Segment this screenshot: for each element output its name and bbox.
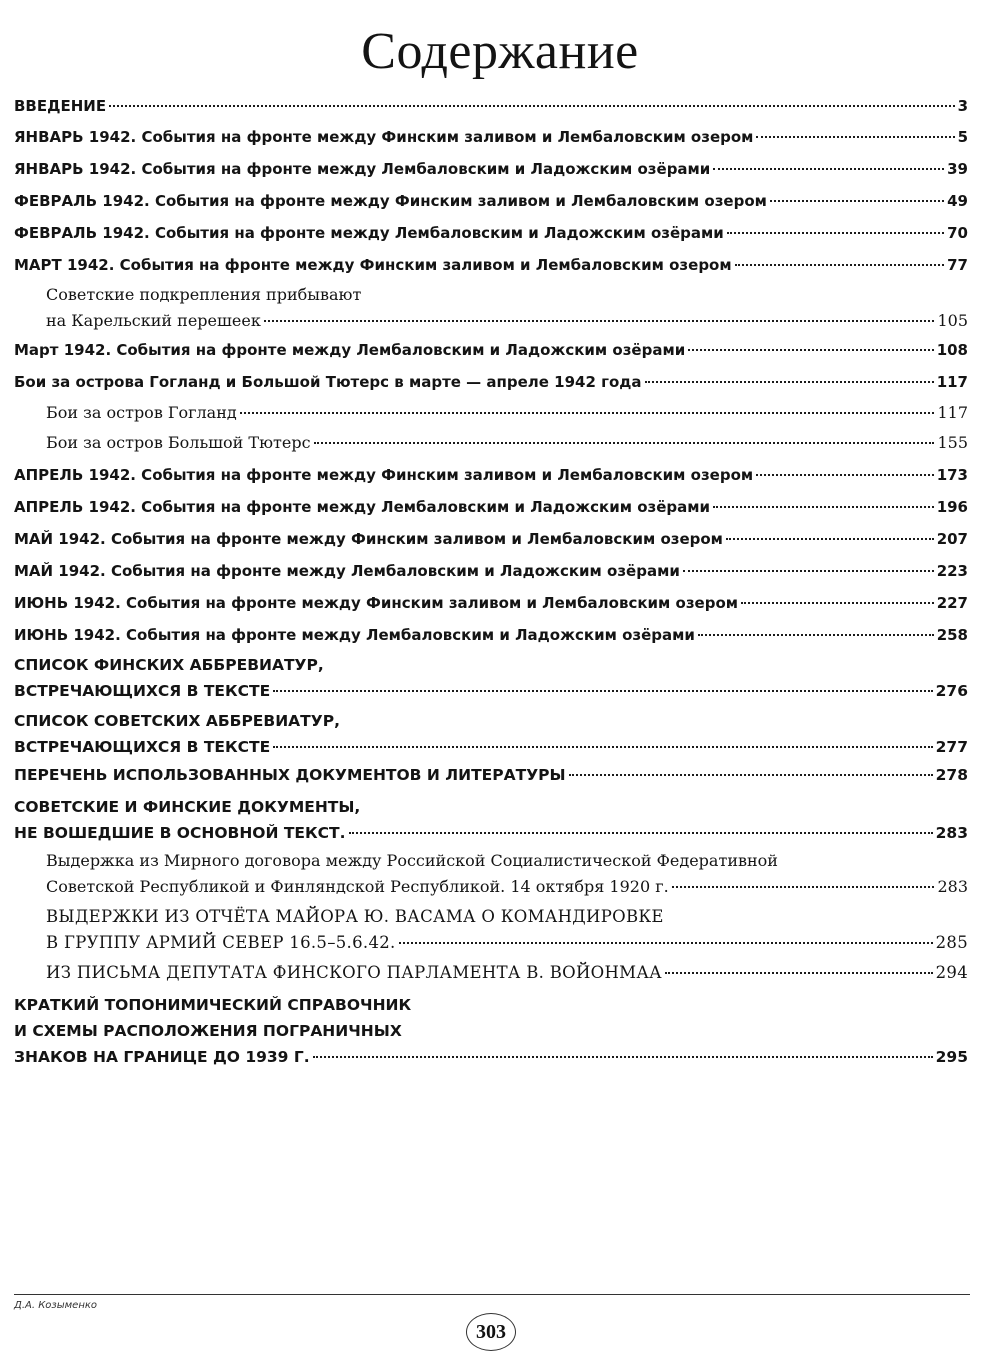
toc-entry-title: ЯНВАРЬ 1942. События на фронте между Финским заливом и Лембаловским озером (14, 128, 754, 146)
toc-entry-title: ЯНВАРЬ 1942. События на фронте между Лембаловским и Ладожским озёрами (14, 160, 711, 178)
author-name: Д.А. Козыменко (14, 1300, 98, 1311)
toc-entry-title: МАРТ 1942. События на фронте между Финским заливом и Лембаловским озером (14, 256, 732, 274)
dot-leader (756, 136, 954, 138)
toc-entry-title: ИЮНЬ 1942. События на фронте между Финским заливом и Лембаловским озером (14, 594, 739, 612)
toc-entry (14, 337, 968, 363)
toc-entry (14, 558, 968, 584)
toc-entry-title: ВСТРЕЧАЮЩИХСЯ В ТЕКСТЕ (14, 738, 271, 756)
toc-entry (14, 652, 968, 704)
toc-entry-title: ВСТРЕЧАЮЩИХСЯ В ТЕКСТЕ (14, 682, 271, 700)
dot-leader (665, 972, 933, 974)
toc-entry-title: ИЮНЬ 1942. События на фронте между Лембаловским и Ладожским озёрами (14, 626, 695, 644)
dot-leader (713, 506, 934, 508)
toc-entry-page: 295 (935, 1048, 968, 1066)
toc-entry-title: ФЕВРАЛЬ 1942. События на фронте между Лембаловским и Ладожским озёрами (14, 224, 724, 242)
toc-entry-page: 285 (935, 933, 968, 952)
toc-entry-title: АПРЕЛЬ 1942. События на фронте между Финским заливом и Лембаловским озером (14, 466, 754, 484)
dot-leader (313, 1056, 933, 1058)
toc-entry (14, 708, 968, 760)
toc-entry (46, 430, 968, 456)
toc-entry-page: 3 (957, 97, 968, 115)
toc-entry (14, 369, 968, 395)
toc-entry-title: Март 1942. События на фронте между Лембаловским и Ладожским озёрами (14, 341, 686, 359)
toc-entry-title: СПИСОК СОВЕТСКИХ АББРЕВИАТУР, (14, 712, 340, 730)
toc-entry-title: ВВЕДЕНИЕ (14, 97, 107, 115)
toc-entry (14, 156, 968, 182)
dot-leader (735, 264, 945, 266)
toc-entry-title: Советские подкрепления прибывают (46, 285, 362, 304)
toc-entry-title: СПИСОК ФИНСКИХ АББРЕВИАТУР, (14, 656, 324, 674)
dot-leader (672, 886, 935, 888)
dot-leader (741, 602, 934, 604)
toc-entry-page: 117 (937, 403, 968, 422)
toc-entry-title: И СХЕМЫ РАСПОЛОЖЕНИЯ ПОГРАНИЧНЫХ (14, 1022, 402, 1040)
dot-leader (688, 349, 933, 351)
toc-entry-title: МАЙ 1942. События на фронте между Лембаловским и Ладожским озёрами (14, 562, 680, 580)
dot-leader (713, 168, 944, 170)
toc-entry-page: 283 (935, 824, 968, 842)
toc-entry-title: ВЫДЕРЖКИ ИЗ ОТЧЁТА МАЙОРА Ю. ВАСАМА О КОМАНДИРОВКЕ (46, 907, 664, 926)
toc-entry-title: КРАТКИЙ ТОПОНИМИЧЕСКИЙ СПРАВОЧНИК (14, 996, 412, 1014)
toc-entry-page: 39 (947, 160, 968, 178)
toc-entry-title: СОВЕТСКИЕ И ФИНСКИЕ ДОКУМЕНТЫ, (14, 798, 361, 816)
toc-entry (46, 282, 968, 334)
toc-entry-title: ФЕВРАЛЬ 1942. События на фронте между Финским заливом и Лембаловским озером (14, 192, 767, 210)
dot-leader (698, 634, 934, 636)
dot-leader (727, 232, 944, 234)
toc-entry-page: 70 (947, 224, 968, 242)
toc-entry-page: 294 (935, 963, 968, 982)
toc-entry (14, 494, 968, 520)
toc-entry-title: Выдержка из Мирного договора между Российской Социалистической Федеративной (46, 851, 778, 870)
toc-entry-title: на Карельский перешеек (46, 311, 261, 330)
footer-divider (14, 1294, 970, 1295)
toc-entry-page: 108 (936, 341, 968, 359)
dot-leader (683, 570, 934, 572)
dot-leader (273, 690, 932, 692)
page-number: 303 (466, 1313, 516, 1351)
dot-leader (349, 832, 933, 834)
toc-entry-page: 223 (936, 562, 968, 580)
toc-entry-page: 283 (937, 877, 968, 896)
toc-entry-page: 77 (947, 256, 968, 274)
toc-entry (14, 590, 968, 616)
dot-leader (264, 320, 935, 322)
dot-leader (569, 774, 933, 776)
toc-entry-title: Бои за острова Гогланд и Большой Тютерс в марте — апреле 1942 года (14, 373, 642, 391)
toc-entry (14, 124, 968, 150)
toc-entry (14, 188, 968, 214)
toc-entry-page: 5 (957, 128, 968, 146)
toc-entry (14, 762, 968, 788)
dot-leader (770, 200, 944, 202)
page-title: Содержание (361, 23, 639, 80)
toc-entry-page: 196 (936, 498, 968, 516)
toc-entry-title: В ГРУППУ АРМИЙ СЕВЕР 16.5–5.6.42. (46, 933, 396, 952)
toc-entry-page: 277 (935, 738, 968, 756)
toc-entry (14, 252, 968, 278)
toc-entry (14, 462, 968, 488)
toc-entry (14, 794, 968, 846)
toc-entry (14, 992, 968, 1070)
dot-leader (109, 105, 954, 107)
toc-entry-page: 173 (936, 466, 968, 484)
toc-entry (46, 400, 968, 426)
toc-entry (14, 93, 968, 119)
toc-entry-page: 278 (935, 766, 968, 784)
toc-entry-page: 258 (936, 626, 968, 644)
toc-entry-title: Бои за остров Большой Тютерс (46, 433, 311, 452)
toc-entry-title: Советской Республикой и Финляндской Республикой. 14 октября 1920 г. (46, 877, 669, 896)
toc-entry (46, 848, 968, 900)
dot-leader (726, 538, 934, 540)
toc-entry (14, 526, 968, 552)
dot-leader (314, 442, 935, 444)
toc-entry-title: АПРЕЛЬ 1942. События на фронте между Лембаловским и Ладожским озёрами (14, 498, 711, 516)
toc-entry-page: 155 (937, 433, 968, 452)
dot-leader (756, 474, 934, 476)
toc-entry-title: ПЕРЕЧЕНЬ ИСПОЛЬЗОВАННЫХ ДОКУМЕНТОВ И ЛИТЕРАТУРЫ (14, 766, 566, 784)
toc-entry-title: МАЙ 1942. События на фронте между Финским заливом и Лембаловским озером (14, 530, 723, 548)
toc-entry-title: Бои за остров Гогланд (46, 403, 237, 422)
toc-entry-page: 207 (936, 530, 968, 548)
dot-leader (273, 746, 932, 748)
toc-entry (46, 904, 968, 956)
toc-entry-page: 105 (937, 311, 968, 330)
dot-leader (645, 381, 934, 383)
toc-entry (46, 960, 968, 986)
toc-entry-page: 117 (936, 373, 968, 391)
toc-entry-page: 227 (936, 594, 968, 612)
toc-entry-page: 49 (947, 192, 968, 210)
toc-entry-title: НЕ ВОШЕДШИЕ В ОСНОВНОЙ ТЕКСТ. (14, 824, 346, 842)
toc-entry-title: ИЗ ПИСЬМА ДЕПУТАТА ФИНСКОГО ПАРЛАМЕНТА В. ВОЙОНМАА (46, 963, 662, 982)
dot-leader (240, 412, 935, 414)
dot-leader (399, 942, 933, 944)
toc-entry (14, 622, 968, 648)
toc-entry-page: 276 (935, 682, 968, 700)
toc-entry-title: ЗНАКОВ НА ГРАНИЦЕ ДО 1939 Г. (14, 1048, 310, 1066)
toc-entry (14, 220, 968, 246)
